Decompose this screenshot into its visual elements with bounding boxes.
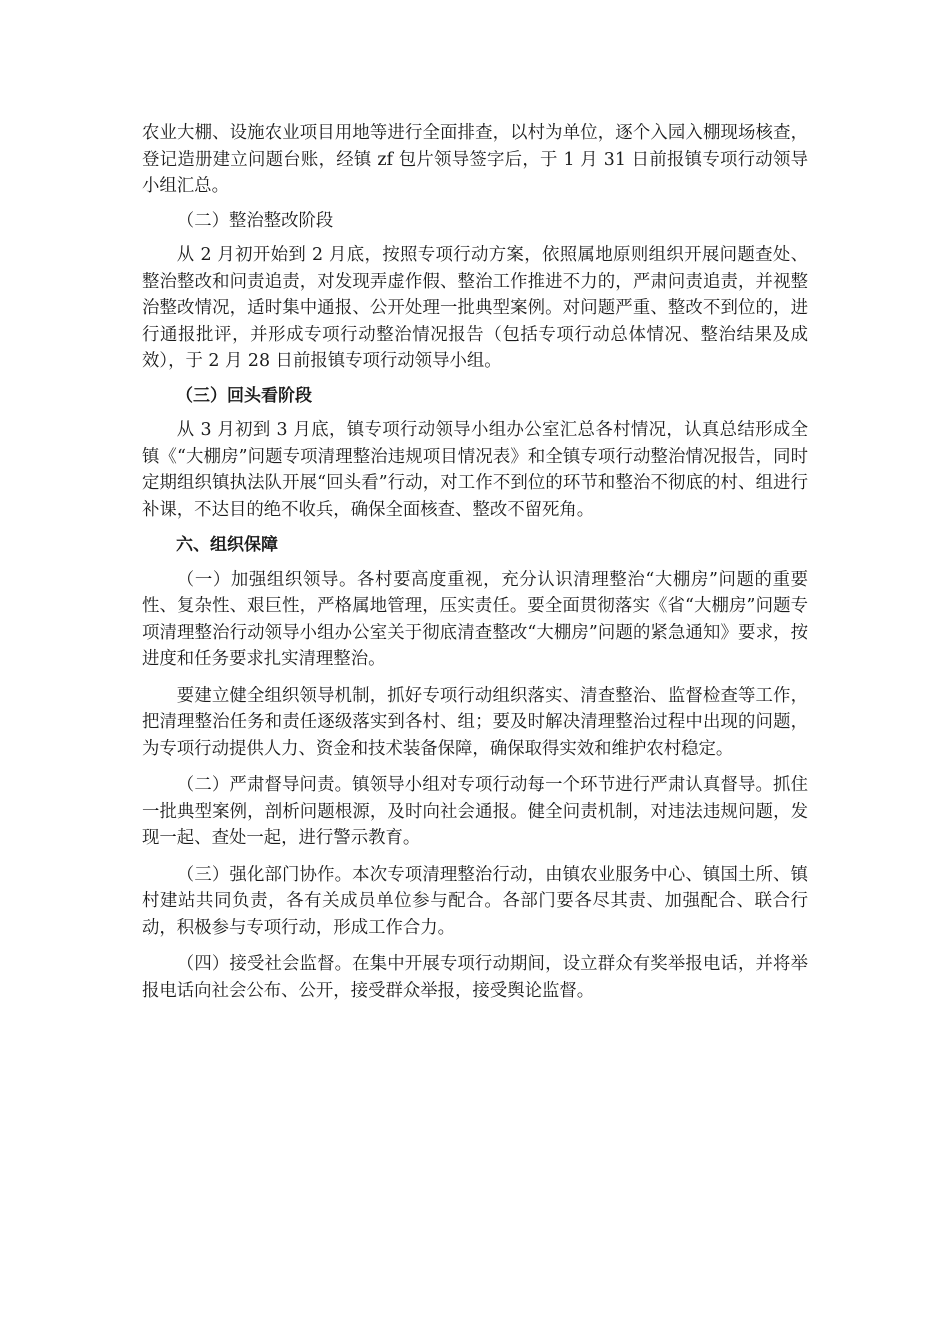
heading-rectification-phase: （二）整治整改阶段 — [176, 210, 334, 231]
paragraph-public-supervision: （四）接受社会监督。在集中开展专项行动期间，设立群众有奖举报电话，并将举报电话向社会公布、公开，接受群众举报，接受舆论监督。 — [142, 954, 808, 1001]
paragraph-review-phase: 从 3 月初到 3 月底，镇专项行动领导小组办公室汇总各村情况，认真总结形成全镇《“大棚房”问题专项清理整治违规项目情况表》和全镇专项行动整治情况报告，同时定期组织镇执法队开展“回头看”行动，对工作不到位的环节和整治不彻底的村、组进行补课，不达目的绝不收兵，确保全面核查、整改不留死角。 — [142, 420, 808, 520]
paragraph-leadership-mechanism: 要建立健全组织领导机制，抓好专项行动组织落实、清查整治、监督检查等工作，把清理整治任务和责任逐级落实到各村、组；要及时解决清理整治过程中出现的问题，为专项行动提供人力、资金和技术装备保障，确保取得实效和维护农村稳定。 — [142, 685, 808, 759]
paragraph-supervision-accountability: （二）严肃督导问责。镇领导小组对专项行动每一个环节进行严肃认真督导。抓住一批典型案例，剖析问题根源，及时向社会通报。健全问责机制，对违法违规问题，发现一起、查处一起，进行警示教育。 — [142, 775, 808, 848]
paragraph-phase1-continuation: 农业大棚、设施农业项目用地等进行全面排查，以村为单位，逐个入园入棚现场核查，登记造册建立问题台账，经镇 zf 包片领导签字后，于 1 月 31 日前报镇专项行动领导小组汇总。 — [142, 123, 808, 196]
paragraph-rectification-phase: 从 2 月初开始到 2 月底，按照专项行动方案，依照属地原则组织开展问题查处、整治整改和问责追责，对发现弄虚作假、整治工作推进不力的，严肃问责追责，并视整治整改情况，适时集中通报、公开处理一批典型案例。对问题严重、整改不到位的，进行通报批评，并形成专项行动整治情况报告（包括专项行动总体情况、整治结果及成效），于 2 月 28 日前报镇专项行动领导小组。 — [142, 245, 808, 371]
paragraph-strengthen-leadership: （一）加强组织领导。各村要高度重视，充分认识清理整治“大棚房”问题的重要性、复杂性、艰巨性，严格属地管理，压实责任。要全面贯彻落实《省“大棚房”问题专项清理整治行动领导小组办公室关于彻底清查整改“大棚房”问题的紧急通知》要求，按进度和任务要求扎实清理整治。 — [142, 569, 808, 669]
heading-review-phase: （三）回头看阶段 — [176, 385, 312, 406]
document-body — [142, 120, 808, 1004]
paragraph-department-cooperation: （三）强化部门协作。本次专项清理整治行动，由镇农业服务中心、镇国土所、镇村建站共同负责，各有关成员单位参与配合。各部门要各尽其责、加强配合、联合行动，积极参与专项行动，形成工作合力。 — [142, 864, 808, 938]
heading-organizational-guarantee: 六、组织保障 — [176, 535, 278, 555]
